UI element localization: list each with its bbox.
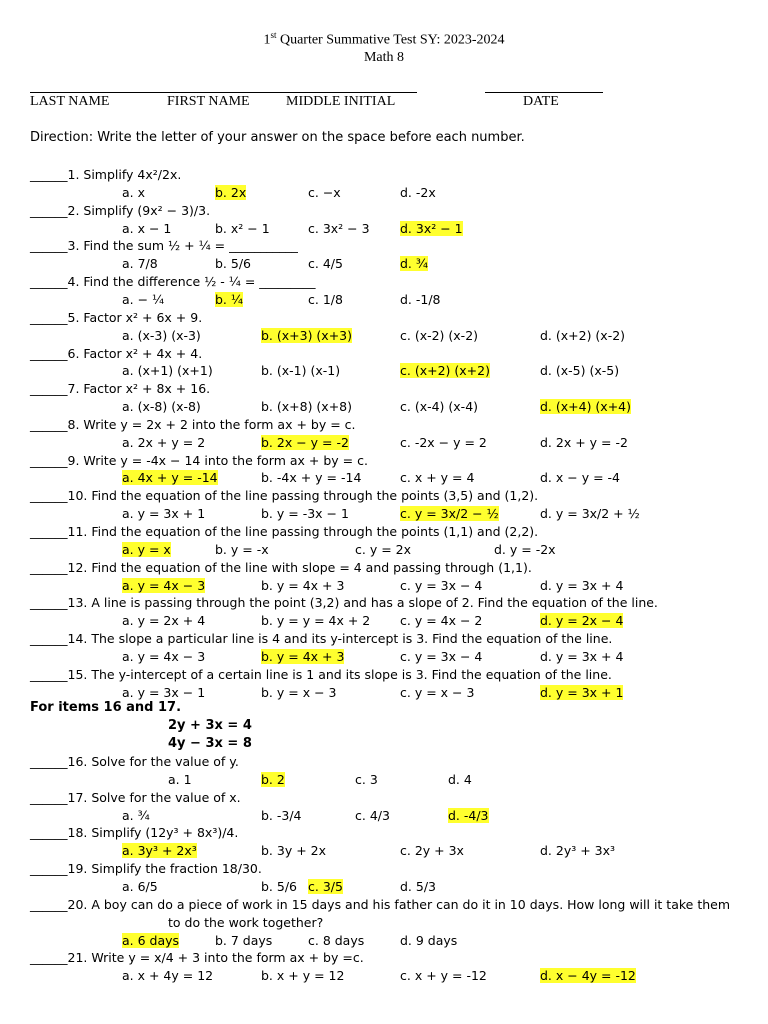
question-questions-10 bbox=[30, 524, 538, 539]
option-d[interactable]: d. y = 3x + 4 bbox=[540, 577, 624, 593]
question-questions2-0 bbox=[30, 754, 239, 769]
option-b[interactable]: b. y = -3x − 1 bbox=[261, 506, 349, 522]
option-b[interactable]: b. y = x − 3 bbox=[261, 684, 337, 700]
answer-blank[interactable]: ______ bbox=[30, 950, 68, 966]
option-c[interactable]: c. (x-2) (x-2) bbox=[400, 327, 479, 343]
question-text: 2. Simplify (9x² − 3)/3. bbox=[67, 202, 211, 218]
option-b[interactable]: b. y = y = 4x + 2 bbox=[261, 613, 371, 629]
option-c[interactable]: c. 4/3 bbox=[355, 807, 390, 823]
answer-blank[interactable]: ______ bbox=[30, 896, 68, 912]
option-b[interactable]: b. -4x + y = -14 bbox=[261, 470, 362, 486]
answer-blank[interactable]: ______ bbox=[30, 789, 68, 805]
option-a[interactable]: a. y = 3x − 1 bbox=[122, 684, 206, 700]
question-text: 20. A boy can do a piece of work in 15 days and his father can do it in 10 days. How long will it take them bbox=[67, 896, 731, 912]
option-c[interactable]: c. 3x² − 3 bbox=[308, 220, 370, 236]
option-a[interactable]: a. y = 2x + 4 bbox=[122, 613, 206, 629]
option-c[interactable]: c. y = 4x − 2 bbox=[400, 613, 483, 629]
answer-blank[interactable]: ______ bbox=[30, 416, 68, 432]
answer-blank[interactable]: ______ bbox=[30, 595, 68, 611]
test-subject: Math 8 bbox=[363, 49, 405, 65]
option-b[interactable]: b. 5/6 bbox=[261, 878, 297, 894]
answer-blank[interactable]: ______ bbox=[30, 274, 68, 290]
option-a[interactable]: a. y = x bbox=[122, 541, 171, 557]
answer-blank[interactable]: ______ bbox=[30, 631, 68, 647]
option-d[interactable]: d. (x+4) (x+4) bbox=[540, 399, 632, 415]
option-b[interactable]: b. -3/4 bbox=[261, 807, 302, 823]
option-d[interactable]: d. 4 bbox=[448, 771, 472, 787]
question-text: 11. Find the equation of the line passing through the points (1,1) and (2,2). bbox=[67, 524, 539, 539]
answer-blank[interactable]: ______ bbox=[30, 861, 68, 877]
answer-blank[interactable]: ______ bbox=[30, 559, 68, 575]
name-underline bbox=[30, 92, 417, 93]
answer-blank[interactable]: ______ bbox=[30, 238, 68, 254]
question-text: 19. Simplify the fraction 18/30. bbox=[67, 861, 262, 877]
question-questions-11 bbox=[30, 560, 532, 575]
test-title: 1st Quarter Summative Test SY: 2023-2024 bbox=[263, 30, 505, 48]
answer-blank[interactable]: ______ bbox=[30, 524, 68, 539]
option-c[interactable]: c. y = 3x − 4 bbox=[400, 577, 483, 593]
question-questions-3 bbox=[30, 274, 316, 289]
option-d[interactable]: d. y = 3x/2 + ½ bbox=[540, 506, 640, 522]
option-a[interactable]: a. (x-8) (x-8) bbox=[122, 399, 201, 415]
question-questions2-2 bbox=[30, 825, 238, 840]
question-text: 7. Factor x² + 8x + 16. bbox=[67, 381, 211, 397]
question-text: 3. Find the sum ½ + ¼ = ___________ bbox=[67, 238, 298, 254]
question-questions-8 bbox=[30, 453, 368, 468]
question-questions-4 bbox=[30, 310, 202, 325]
answer-blank[interactable]: ______ bbox=[30, 345, 68, 361]
option-a[interactable]: a. 7/8 bbox=[122, 256, 158, 272]
question-questions2-4 bbox=[30, 897, 730, 912]
question-text: 12. Find the equation of the line with slope = 4 and passing through (1,1). bbox=[67, 559, 532, 575]
option-c[interactable]: c. (x+2) (x+2) bbox=[400, 363, 490, 379]
question-text-continued: to do the work together? bbox=[168, 914, 324, 930]
option-c[interactable]: c. (x-4) (x-4) bbox=[400, 399, 479, 415]
option-c[interactable]: c. 3/5 bbox=[308, 878, 343, 894]
option-c[interactable]: c. 4/5 bbox=[308, 256, 343, 272]
option-d[interactable]: d. y = 3x + 4 bbox=[540, 648, 624, 664]
answer-blank[interactable]: ______ bbox=[30, 488, 68, 504]
question-questions-5 bbox=[30, 346, 202, 361]
option-c[interactable]: c. -2x − y = 2 bbox=[400, 434, 487, 450]
question-questions-2 bbox=[30, 238, 298, 253]
option-a[interactable]: a. − ¼ bbox=[122, 291, 165, 307]
option-a[interactable]: a. (x-3) (x-3) bbox=[122, 327, 201, 343]
question-text: 18. Simplify (12y³ + 8x³)/4. bbox=[67, 825, 239, 841]
option-a[interactable]: a. 2x + y = 2 bbox=[122, 434, 206, 450]
option-b[interactable]: b. y = 4x + 3 bbox=[261, 648, 345, 664]
option-d[interactable]: d. ¾ bbox=[400, 256, 428, 272]
option-a[interactable]: a. 6 days bbox=[122, 932, 180, 948]
question-text: 8. Write y = 2x + 2 into the form ax + by = c. bbox=[67, 416, 356, 432]
question-questions-7 bbox=[30, 417, 356, 432]
option-a[interactable]: a. ¾ bbox=[122, 807, 150, 823]
option-a[interactable]: a. 1 bbox=[168, 771, 192, 787]
question-text: 21. Write y = x/4 + 3 into the form ax + by =c. bbox=[67, 950, 364, 966]
option-a[interactable]: a. y = 4x − 3 bbox=[122, 648, 206, 664]
option-b[interactable]: b. (x+3) (x+3) bbox=[261, 327, 353, 343]
option-b[interactable]: b. y = 4x + 3 bbox=[261, 577, 345, 593]
option-d[interactable]: d. -2x bbox=[400, 184, 436, 200]
option-d[interactable]: d. 9 days bbox=[400, 932, 458, 948]
option-c[interactable]: c. 3 bbox=[355, 771, 378, 787]
option-b[interactable]: b. x² − 1 bbox=[215, 220, 270, 236]
answer-blank[interactable]: ______ bbox=[30, 381, 68, 397]
answer-blank[interactable]: ______ bbox=[30, 167, 68, 182]
answer-blank[interactable]: ______ bbox=[30, 202, 68, 218]
option-d[interactable]: d. y = -2x bbox=[494, 541, 556, 557]
first-name-label: FIRST NAME bbox=[167, 94, 250, 109]
option-b[interactable]: b. 2 bbox=[261, 771, 285, 787]
system-equation-2: 4y − 3x = 8 bbox=[168, 736, 252, 751]
question-text: 6. Factor x² + 4x + 4. bbox=[67, 345, 203, 361]
option-a[interactable]: a. x + 4y = 12 bbox=[122, 968, 214, 984]
option-c[interactable]: c. x + y = -12 bbox=[400, 968, 487, 984]
option-b[interactable]: b. 5/6 bbox=[215, 256, 251, 272]
answer-blank[interactable]: ______ bbox=[30, 452, 68, 468]
option-a[interactable]: a. 6/5 bbox=[122, 878, 158, 894]
question-questions-6 bbox=[30, 381, 210, 396]
option-d[interactable]: d. 2x + y = -2 bbox=[540, 434, 628, 450]
question-questions-13 bbox=[30, 631, 612, 646]
option-a[interactable]: a. (x+1) (x+1) bbox=[122, 363, 213, 379]
system-equation-1: 2y + 3x = 4 bbox=[168, 718, 252, 733]
option-d[interactable]: d. x − y = -4 bbox=[540, 470, 620, 486]
option-b[interactable]: b. (x-1) (x-1) bbox=[261, 363, 341, 379]
question-text: 15. The y-intercept of a certain line is 1 and its slope is 3. Find the equation of the line. bbox=[67, 666, 612, 682]
test-header bbox=[0, 27, 768, 66]
option-a[interactable]: a. y = 3x + 1 bbox=[122, 506, 206, 522]
question-text: 13. A line is passing through the point (3,2) and has a slope of 2. Find the equation of the line. bbox=[67, 595, 658, 611]
option-b[interactable]: b. 2x − y = -2 bbox=[261, 434, 349, 450]
option-d[interactable]: d. x − 4y = -12 bbox=[540, 968, 636, 984]
option-b[interactable]: b. 3y + 2x bbox=[261, 843, 327, 859]
middle-initial-label: MIDDLE INITIAL bbox=[286, 94, 396, 109]
option-a[interactable]: a. y = 4x − 3 bbox=[122, 577, 206, 593]
date-underline bbox=[485, 92, 603, 93]
option-c[interactable]: c. y = 3x − 4 bbox=[400, 648, 483, 664]
option-d[interactable]: d. y = 2x − 4 bbox=[540, 613, 624, 629]
option-b[interactable]: b. x + y = 12 bbox=[261, 968, 345, 984]
question-text: 14. The slope a particular line is 4 and its y-intercept is 3. Find the equation of the line. bbox=[67, 631, 613, 647]
question-questions-14 bbox=[30, 667, 612, 682]
option-b[interactable]: b. y = -x bbox=[215, 541, 269, 557]
option-a[interactable]: a. x bbox=[122, 184, 146, 200]
last-name-label: LAST NAME bbox=[30, 94, 110, 109]
option-d[interactable]: d. 3x² − 1 bbox=[400, 220, 463, 236]
option-c[interactable]: c. x + y = 4 bbox=[400, 470, 475, 486]
option-a[interactable]: a. 3y³ + 2x³ bbox=[122, 843, 197, 859]
option-d[interactable]: d. -1/8 bbox=[400, 291, 441, 307]
option-c[interactable]: c. 1/8 bbox=[308, 291, 343, 307]
option-a[interactable]: a. x − 1 bbox=[122, 220, 172, 236]
option-d[interactable]: d. -4/3 bbox=[448, 807, 489, 823]
answer-blank[interactable]: ______ bbox=[30, 825, 68, 841]
question-text: 17. Solve for the value of x. bbox=[67, 789, 241, 805]
option-b[interactable]: b. ¼ bbox=[215, 291, 243, 307]
option-d[interactable]: d. (x-5) (x-5) bbox=[540, 363, 620, 379]
option-c[interactable]: c. 2y + 3x bbox=[400, 843, 464, 859]
option-c[interactable]: c. y = x − 3 bbox=[400, 684, 475, 700]
answer-blank[interactable]: ______ bbox=[30, 309, 68, 325]
question-text: 10. Find the equation of the line passing through the points (3,5) and (1,2). bbox=[67, 488, 539, 504]
question-text: 4. Find the difference ½ - ¼ = _________ bbox=[67, 274, 316, 290]
option-d[interactable]: d. 2y³ + 3x³ bbox=[540, 843, 616, 859]
option-c[interactable]: c. y = 2x bbox=[355, 541, 411, 557]
option-c[interactable]: c. −x bbox=[308, 184, 341, 200]
answer-blank[interactable]: ______ bbox=[30, 666, 68, 682]
answer-blank[interactable]: ______ bbox=[30, 754, 68, 769]
direction-text: Direction: Write the letter of your answer on the space before each number. bbox=[30, 130, 525, 145]
option-b[interactable]: b. 7 days bbox=[215, 932, 273, 948]
option-b[interactable]: b. 2x bbox=[215, 184, 247, 200]
items-note: For items 16 and 17. bbox=[30, 700, 182, 715]
question-text: 5. Factor x² + 6x + 9. bbox=[67, 309, 203, 325]
question-questions2-1 bbox=[30, 790, 241, 805]
option-d[interactable]: d. y = 3x + 1 bbox=[540, 684, 624, 700]
question-questions-0 bbox=[30, 167, 181, 182]
question-questions2-3 bbox=[30, 861, 262, 876]
option-d[interactable]: d. (x+2) (x-2) bbox=[540, 327, 626, 343]
option-c[interactable]: c. 8 days bbox=[308, 932, 365, 948]
question-questions-9 bbox=[30, 488, 538, 503]
question-text: 9. Write y = -4x − 14 into the form ax + by = c. bbox=[67, 452, 368, 468]
date-label: DATE bbox=[523, 94, 559, 109]
option-a[interactable]: a. 4x + y = -14 bbox=[122, 470, 218, 486]
option-b[interactable]: b. (x+8) (x+8) bbox=[261, 399, 353, 415]
question-text: 16. Solve for the value of y. bbox=[67, 754, 239, 769]
option-d[interactable]: d. 5/3 bbox=[400, 878, 436, 894]
question-questions-12 bbox=[30, 595, 658, 610]
question-questions2-5 bbox=[30, 950, 364, 965]
question-questions-1 bbox=[30, 203, 210, 218]
question-text: 1. Simplify 4x²/2x. bbox=[67, 167, 182, 182]
option-c[interactable]: c. y = 3x/2 − ½ bbox=[400, 506, 499, 522]
